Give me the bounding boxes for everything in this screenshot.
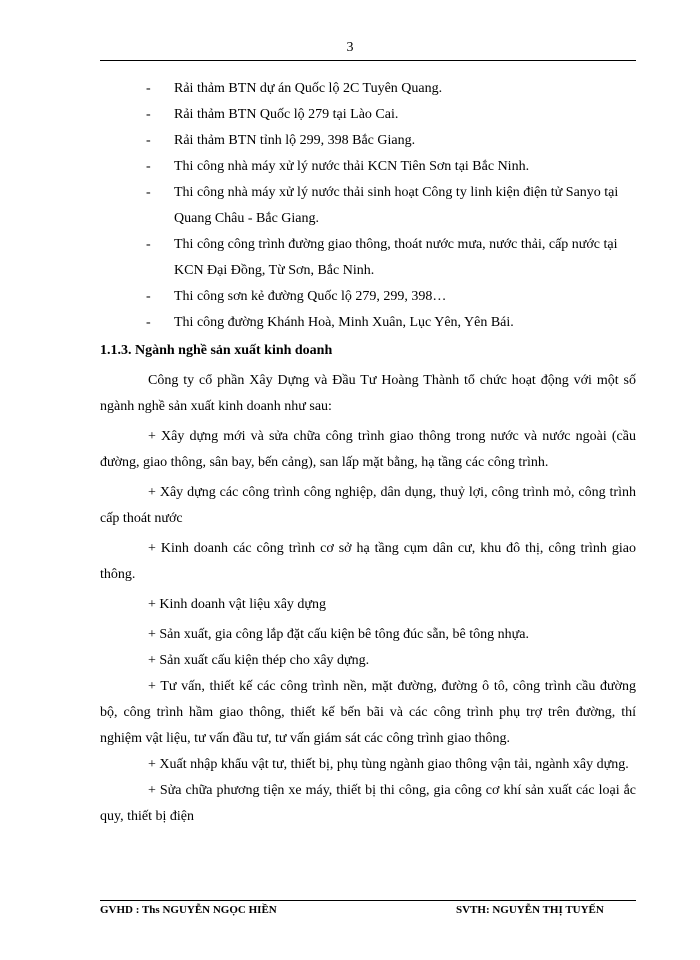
list-item-text: Thi công công trình đường giao thông, thoát nước mưa, nước thải, cấp nước tại KCN Đại Đồng, Từ Sơn, Bắc Ninh. [174, 237, 618, 278]
list-item [100, 76, 636, 102]
section-heading: 1.1.3. Ngành nghề sản xuất kinh doanh [100, 343, 333, 358]
bullet-dash: - [146, 107, 151, 122]
bullet-dash: - [146, 81, 151, 96]
list-item [100, 284, 636, 310]
list-item [100, 128, 636, 154]
list-item-text: Thi công nhà máy xử lý nước thải sinh hoạt Công ty linh kiện điện tử Sanyo tại Quang Châu - Bắc Giang. [174, 185, 619, 226]
paragraph: + Kinh doanh các công trình cơ sở hạ tầng cụm dân cư, khu đô thị, công trình giao thông. [100, 541, 636, 582]
list-item-text: Rải thảm BTN Quốc lộ 279 tại Lào Cai. [174, 107, 399, 122]
list-item-text: Thi công đường Khánh Hoà, Minh Xuân, Lục Yên, Yên Bái. [174, 315, 514, 330]
list-item-text: Rải thảm BTN tỉnh lộ 299, 398 Bắc Giang. [174, 133, 416, 148]
paragraph: + Tư vấn, thiết kế các công trình nền, mặt đường, đường ô tô, công trình cầu đường bộ, công trình hầm giao thông, thiết kế bến bãi và các công trình phụ trợ trên đường, thí nghiệm vật liệu, tư vấn đầu tư, tư vấn giám sát các công trình giao thông. [100, 679, 636, 746]
paragraph: + Xuất nhập khẩu vật tư, thiết bị, phụ tùng ngành giao thông vận tải, ngành xây dựng. [148, 757, 629, 772]
paragraph: + Sản xuất, gia công lắp đặt cấu kiện bê tông đúc sẵn, bê tông nhựa. [148, 627, 529, 642]
paragraph: + Sản xuất cấu kiện thép cho xây dựng. [148, 653, 370, 668]
paragraph: + Sửa chữa phương tiện xe máy, thiết bị thi công, gia công cơ khí sản xuất các loại ắc quy, thiết bị điện [100, 783, 636, 824]
list-item [100, 154, 636, 180]
header-rule [100, 60, 636, 61]
footer-rule [100, 900, 636, 901]
paragraph: + Xây dựng các công trình công nghiệp, dân dụng, thuỷ lợi, công trình mỏ, công trình cấp thoát nước [100, 485, 636, 526]
bullet-dash: - [146, 159, 151, 174]
bullet-dash: - [146, 289, 151, 304]
page-number: 3 [346, 40, 354, 55]
bullet-dash: - [146, 185, 151, 200]
list-item-text: Rải thảm BTN dự án Quốc lộ 2C Tuyên Quang. [174, 81, 443, 96]
footer-supervisor: GVHD : Ths NGUYỄN NGỌC HIỀN [100, 904, 277, 916]
list-item-text: Thi công nhà máy xử lý nước thải KCN Tiên Sơn tại Bắc Ninh. [174, 159, 530, 174]
bullet-dash: - [146, 315, 151, 330]
paragraph: Công ty cổ phần Xây Dựng và Đầu Tư Hoàng Thành tổ chức hoạt động với một số ngành nghề sản xuất kinh doanh như sau: [100, 373, 636, 414]
list-item [100, 310, 636, 336]
bullet-dash: - [146, 133, 151, 148]
paragraph: + Xây dựng mới và sửa chữa công trình giao thông trong nước và nước ngoài (cầu đường, giao thông, sân bay, bến cảng), san lấp mặt bằng, hạ tầng các công trình. [100, 429, 636, 470]
list-item [100, 180, 636, 232]
list-item-text: Thi công sơn kẻ đường Quốc lộ 279, 299, 398… [174, 289, 447, 304]
list-item [100, 102, 636, 128]
paragraph: + Kinh doanh vật liệu xây dựng [148, 597, 327, 612]
footer-student: SVTH: NGUYỄN THỊ TUYẾN [456, 904, 604, 916]
page-content [100, 76, 636, 830]
list-item [100, 232, 636, 284]
bullet-dash: - [146, 237, 151, 252]
